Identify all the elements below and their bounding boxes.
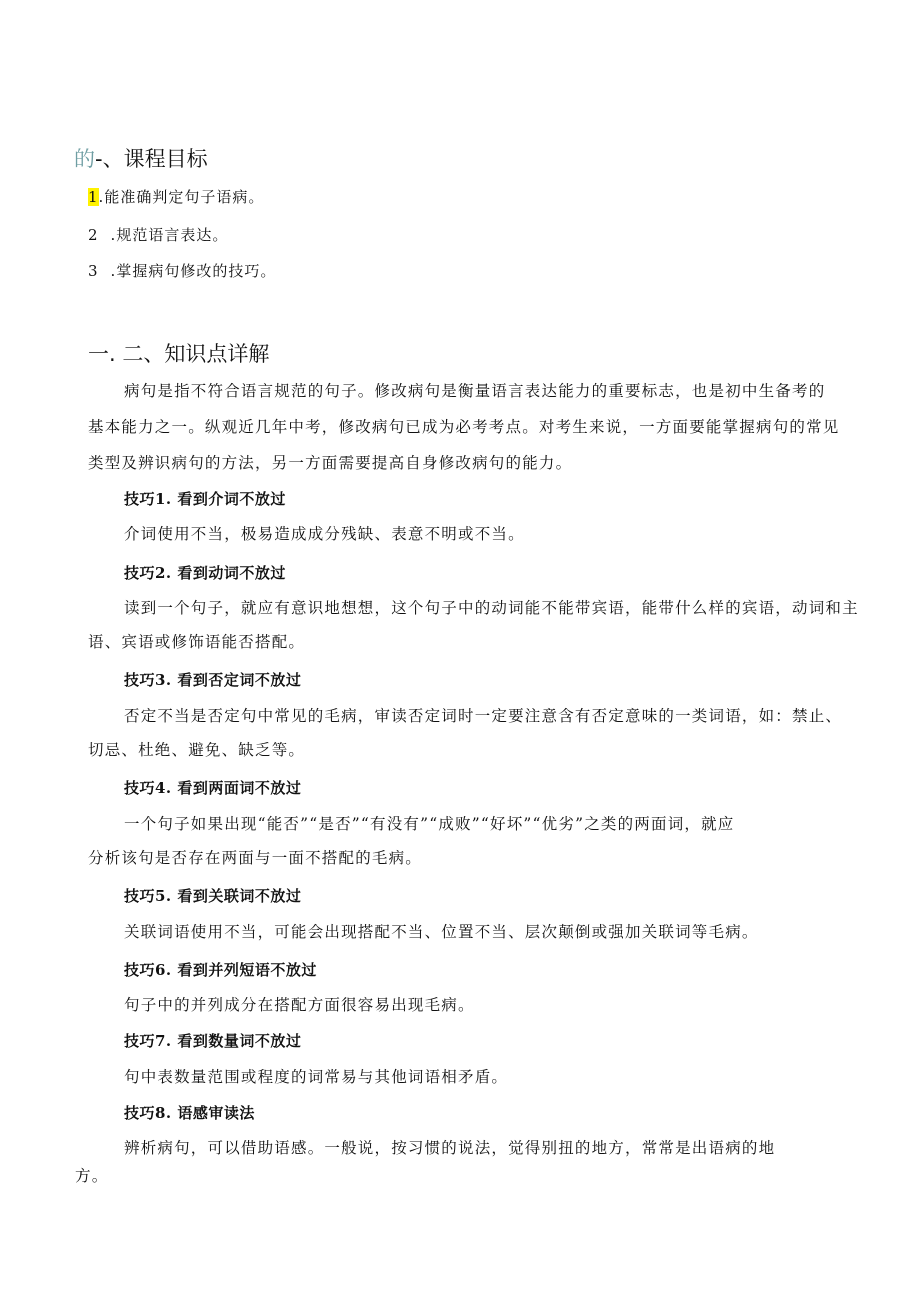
goal-text: .规范语言表达。 (110, 226, 229, 244)
goal-item (88, 260, 276, 281)
tip-line: 切忌、杜绝、避免、缺乏等。 (88, 741, 306, 759)
goal-text: .掌握病句修改的技巧。 (110, 262, 277, 280)
tip-heading: 技巧7. 看到数量词不放过 (124, 1032, 302, 1050)
intro-line: 基本能力之一。纵观近几年中考，修改病句已成为必考考点。对考生来说，一方面要能掌握病句的常见 (88, 418, 840, 436)
goal-number: 3 (88, 262, 99, 280)
tip-heading: 技巧8. 语感审读法 (124, 1104, 255, 1122)
tip-heading: 技巧5. 看到关联词不放过 (124, 887, 302, 905)
tip-line: 方。 (75, 1167, 109, 1185)
section-heading-knowledge: 一. 二、知识点详解 (88, 342, 270, 366)
tip-line: 关联词语使用不当，可能会出现搭配不当、位置不当、层次颠倒或强加关联词等毛病。 (124, 923, 759, 941)
tip-heading: 技巧6. 看到并列短语不放过 (124, 961, 317, 979)
tip-heading: 技巧2. 看到动词不放过 (124, 564, 286, 582)
tip-line: 介词使用不当，极易造成成分残缺、表意不明或不当。 (124, 525, 525, 543)
goal-item (88, 224, 228, 245)
intro-line: 类型及辨识病句的方法，另一方面需要提高自身修改病句的能力。 (88, 454, 573, 472)
goal-number: 2 (88, 226, 99, 244)
tip-heading: 技巧3. 看到否定词不放过 (124, 671, 302, 689)
tip-heading: 技巧1. 看到介词不放过 (124, 490, 286, 508)
heading-text: -、课程目标 (95, 147, 208, 171)
goal-number-highlighted: 1 (88, 188, 99, 206)
tip-line: 分析该句是否存在两面与一面不搭配的毛病。 (88, 849, 423, 867)
tip-line: 一个句子如果出现“能否”“是否”“有没有”“成败”“好坏”“优劣”之类的两面词，就应 (124, 815, 735, 833)
tip-line: 句中表数量范围或程度的词常易与其他词语相矛盾。 (124, 1068, 509, 1086)
tip-line: 句子中的并列成分在搭配方面很容易出现毛病。 (124, 996, 475, 1014)
tip-line: 辨析病句，可以借助语感。一般说，按习惯的说法，觉得别扭的地方，常常是出语病的地 (124, 1139, 776, 1157)
goal-text: .能准确判定句子语病。 (98, 188, 265, 206)
tip-heading: 技巧4. 看到两面词不放过 (124, 779, 302, 797)
tip-line: 读到一个句子，就应有意识地想想，这个句子中的动词能不能带宾语，能带什么样的宾语，动词和主 (124, 599, 859, 617)
intro-line: 病句是指不符合语言规范的句子。修改病句是衡量语言表达能力的重要标志，也是初中生备考的 (124, 382, 826, 400)
goal-item (88, 186, 264, 207)
tip-line: 否定不当是否定句中常见的毛病，审读否定词时一定要注意含有否定意味的一类词语，如：禁止、 (124, 707, 843, 725)
section-heading-goals (74, 143, 208, 173)
heading-prefix: 的 (74, 147, 95, 171)
tip-line: 语、宾语或修饰语能否搭配。 (88, 633, 306, 651)
